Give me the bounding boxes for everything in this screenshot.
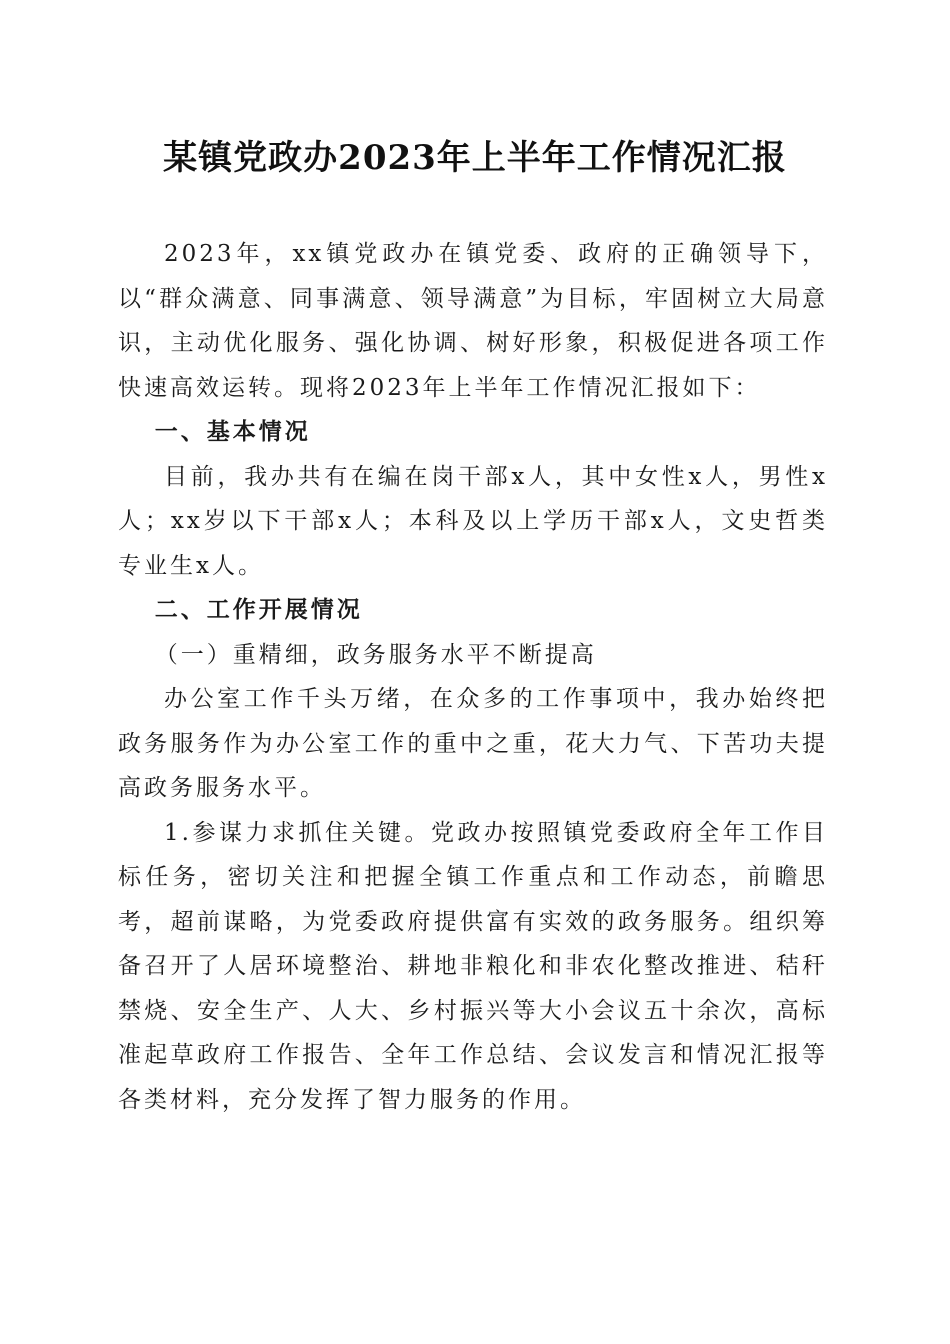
subsection-heading-service: （一）重精细，政务服务水平不断提高 (154, 641, 597, 668)
document-title: 某镇党政办2023年上半年工作情况汇报 (163, 138, 787, 178)
intro-paragraph: 2023年，xx镇党政办在镇党委、政府的正确领导下，以“群众满意、同事满意、领导满意”为目标，牢固树立大局意识，主动优化服务、强化协调、树好形象，积极促进各项工作快速高效运转。现将2023年上半年工作情况汇报如下： (118, 241, 828, 401)
section-heading-work: 二、工作开展情况 (154, 597, 363, 623)
section-heading-basic: 一、基本情况 (154, 419, 311, 445)
subsection-paragraph-service: 办公室工作千头万绪，在众多的工作事项中，我办始终把政务服务作为办公室工作的重中之重，花大力气、下苦功夫提高政务服务水平。 (118, 686, 828, 801)
document-body (118, 232, 828, 1122)
list-item-paragraph: 1.参谋力求抓住关键。党政办按照镇党委政府全年工作目标任务，密切关注和把握全镇工作重点和工作动态，前瞻思考，超前谋略，为党委政府提供富有实效的政务服务。组织筹备召开了人居环境整治、耕地非粮化和非农化整改推进、秸秆禁烧、安全生产、人大、乡村振兴等大小会议五十余次，高标准起草政府工作报告、全年工作总结、会议发言和情况汇报等各类材料，充分发挥了智力服务的作用。 (118, 819, 828, 1113)
section-paragraph-basic: 目前，我办共有在编在岗干部x人，其中女性x人，男性x人；xx岁以下干部x人；本科及以上学历干部x人，文史哲类专业生x人。 (118, 463, 828, 579)
